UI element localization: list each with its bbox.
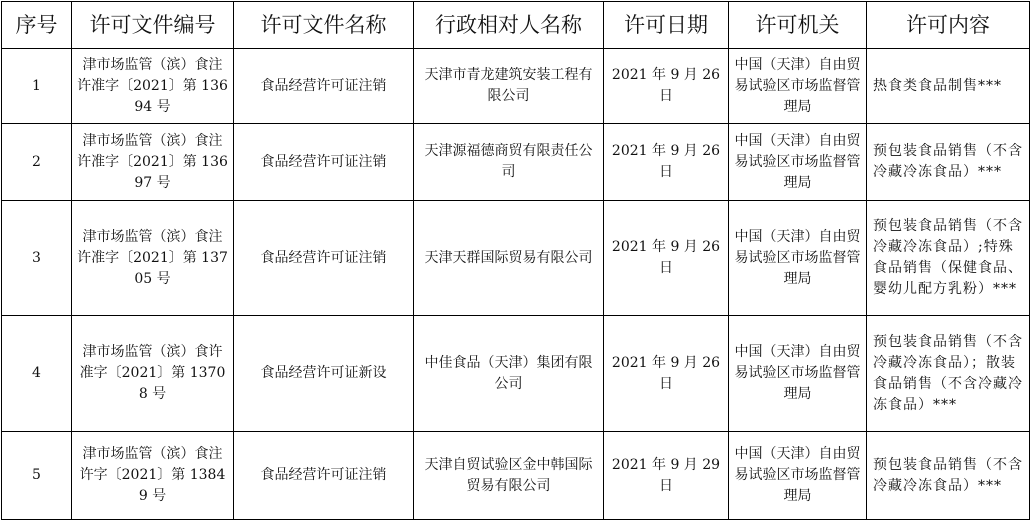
cell-date: 2021 年 9 月 26 日 [604, 49, 729, 124]
cell-serial-no: 1 [2, 49, 72, 124]
cell-content: 热食类食品制售*** [867, 49, 1030, 124]
table-row [2, 124, 1030, 201]
cell-authority: 中国（天津）自由贸易试验区市场监督管理局 [729, 432, 867, 520]
cell-date: 2021 年 9 月 26 日 [604, 124, 729, 201]
cell-party-name: 天津市青龙建筑安装工程有限公司 [414, 49, 604, 124]
cell-party-name: 中佳食品（天津）集团有限公司 [414, 316, 604, 432]
cell-authority: 中国（天津）自由贸易试验区市场监督管理局 [729, 49, 867, 124]
cell-date: 2021 年 9 月 26 日 [604, 316, 729, 432]
cell-file-number: 津市场监管（滨）食注许准字〔2021〕第 13705 号 [72, 201, 234, 316]
cell-party-name: 天津自贸试验区金中韩国际贸易有限公司 [414, 432, 604, 520]
table-row [2, 49, 1030, 124]
cell-file-name: 食品经营许可证注销 [234, 124, 414, 201]
cell-content: 预包装食品销售（不含冷藏冷冻食品）*** [867, 124, 1030, 201]
cell-file-number: 津市场监管（滨）食许准字〔2021〕第 13708 号 [72, 316, 234, 432]
header-file-name: 许可文件名称 [234, 2, 414, 49]
cell-file-name: 食品经营许可证注销 [234, 49, 414, 124]
cell-file-name: 食品经营许可证新设 [234, 316, 414, 432]
cell-party-name: 天津源福德商贸有限责任公司 [414, 124, 604, 201]
cell-file-name: 食品经营许可证注销 [234, 432, 414, 520]
cell-date: 2021 年 9 月 26 日 [604, 201, 729, 316]
cell-file-name: 食品经营许可证注销 [234, 201, 414, 316]
header-serial-no: 序号 [2, 2, 72, 49]
cell-serial-no: 5 [2, 432, 72, 520]
permit-table [1, 1, 1030, 520]
cell-serial-no: 4 [2, 316, 72, 432]
cell-file-number: 津市场监管（滨）食注许准字〔2021〕第 13694 号 [72, 49, 234, 124]
cell-authority: 中国（天津）自由贸易试验区市场监督管理局 [729, 316, 867, 432]
cell-serial-no: 3 [2, 201, 72, 316]
cell-authority: 中国（天津）自由贸易试验区市场监督管理局 [729, 124, 867, 201]
cell-content: 预包装食品销售（不含冷藏冷冻食品）*** [867, 432, 1030, 520]
cell-file-number: 津市场监管（滨）食注许字〔2021〕第 13849 号 [72, 432, 234, 520]
cell-date: 2021 年 9 月 29 日 [604, 432, 729, 520]
cell-party-name: 天津天群国际贸易有限公司 [414, 201, 604, 316]
header-authority: 许可机关 [729, 2, 867, 49]
header-date: 许可日期 [604, 2, 729, 49]
table-row [2, 201, 1030, 316]
header-content: 许可内容 [867, 2, 1030, 49]
cell-serial-no: 2 [2, 124, 72, 201]
table-row [2, 432, 1030, 520]
cell-file-number: 津市场监管（滨）食注许准字〔2021〕第 13697 号 [72, 124, 234, 201]
cell-content: 预包装食品销售（不含冷藏冷冻食品）；散装食品销售（不含冷藏冷冻食品）*** [867, 316, 1030, 432]
cell-content: 预包装食品销售（不含冷藏冷冻食品）;特殊食品销售（保健食品、婴幼儿配方乳粉）*** [867, 201, 1030, 316]
header-file-number: 许可文件编号 [72, 2, 234, 49]
header-party-name: 行政相对人名称 [414, 2, 604, 49]
header-row [2, 2, 1030, 49]
cell-authority: 中国（天津）自由贸易试验区市场监督管理局 [729, 201, 867, 316]
table-row [2, 316, 1030, 432]
